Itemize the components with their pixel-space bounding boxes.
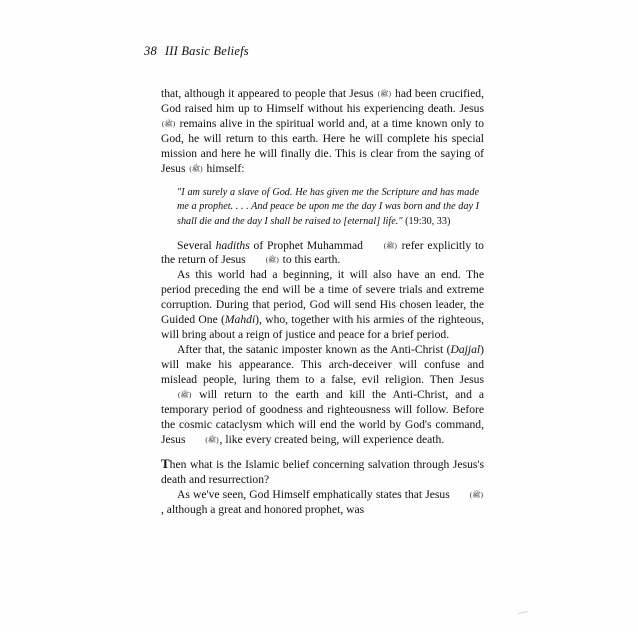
paragraph-2: Several hadiths of Prophet Muhammad (ﷺ) refer explicitly to the return of Jesus (ﷺ) to this earth. (161, 238, 484, 267)
quote-text: "I am surely a slave of God. He has given me the Scripture and has made me a prophet. . . . And peace be upon me the day I was born and the day I shall die and the day I shall be raised to [eternal] life." (177, 186, 479, 227)
scan-mark (518, 611, 528, 616)
running-header (144, 44, 249, 59)
block-quote (177, 186, 479, 230)
paragraph-4: After that, the satanic imposter known as the Anti-Christ (Dajjal) will make his appearance. This arch-deceiver will confuse and mislead people, luring them to a false, evil religion. Then Jesus (ﷺ) will return to the earth and kill the Anti-Christ, and a temporary period of goodness and righteousness will follow. Before the cosmic cataclysm which will end the world by God's command, Jesus (ﷺ), like every created being, will experience death. (161, 343, 484, 446)
quote-reference: (19:30, 33) (402, 215, 451, 227)
honorific-symbol: (ﷺ) (205, 435, 219, 444)
lead-letter: T (161, 455, 170, 471)
page-number: 38 (144, 44, 157, 58)
honorific-symbol: (ﷺ) (383, 241, 397, 250)
term-mahdi: Mahdi (224, 313, 256, 327)
honorific-symbol: (ﷺ) (265, 256, 279, 265)
running-title: III Basic Beliefs (164, 44, 249, 58)
honorific-symbol: (ﷺ) (178, 391, 192, 400)
paragraph-6: As we've seen, God Himself emphatically states that Jesus (ﷺ), although a great and honored prophet, was (161, 487, 483, 516)
honorific-symbol: (ﷺ) (469, 490, 483, 499)
body-text (161, 87, 484, 518)
paragraph-5: Then what is the Islamic belief concerning salvation through Jesus's death and resurrection? (161, 455, 484, 486)
paragraph-1: that, although it appeared to people that Jesus (ﷺ) had been crucified, God raised him up to Himself without his experiencing death. Jesus (ﷺ) remains alive in the spiritual world and, at a time known only to God, he will return to this earth. Here he will complete his special mission and here he will finally die. This is clear from the saying of Jesus (ﷺ) himself: (161, 87, 484, 175)
paragraph-3: As this world had a beginning, it will also have an end. The period preceding the end will be a time of severe trials and extreme corruption. During that period, God will send His chosen leader, the Guided One (Mahdi), who, together with his armies of the righteous, will bring about a reign of justice and peace for a brief period. (161, 268, 484, 342)
term-hadiths: hadiths (215, 238, 250, 252)
term-dajjal: Dajjal (450, 343, 481, 357)
honorific-symbol: (ﷺ) (377, 90, 391, 98)
honorific-symbol: (ﷺ) (189, 164, 203, 173)
honorific-symbol: (ﷺ) (162, 119, 176, 128)
